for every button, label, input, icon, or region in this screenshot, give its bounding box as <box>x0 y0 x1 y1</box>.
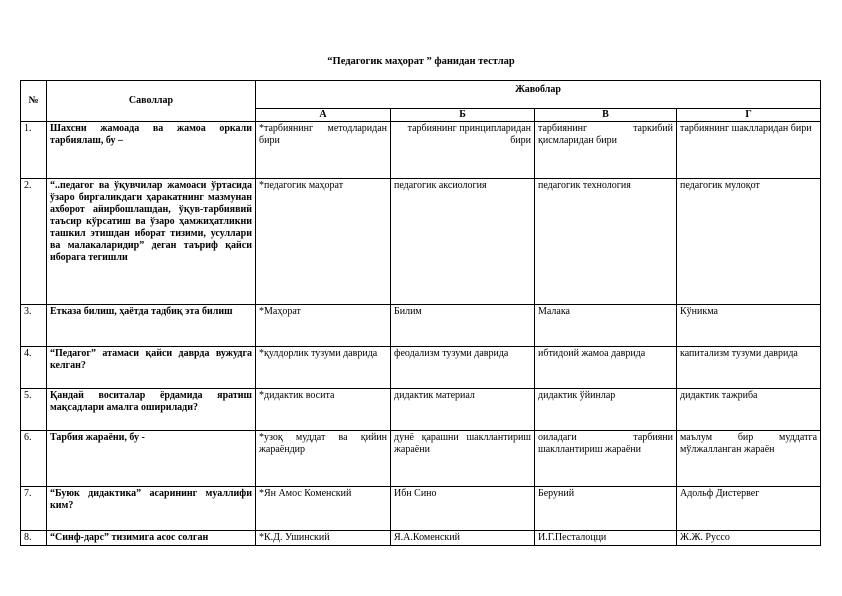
row-number: 7. <box>21 487 47 531</box>
answer-a: *К.Д. Ушинский <box>256 531 391 546</box>
answer-a: *педагогик маҳорат <box>256 179 391 305</box>
row-number: 8. <box>21 531 47 546</box>
table-row <box>21 305 821 347</box>
answer-a: *Маҳорат <box>256 305 391 347</box>
answer-v: тарбиянинг таркибий қисмларидан бири <box>535 122 677 179</box>
question-text: Қандай воситалар ёрдамида яратиш мақсадлари амалга оширилади? <box>47 389 256 431</box>
header-option-g: Г <box>677 109 821 122</box>
header-option-a: А <box>256 109 391 122</box>
question-text: “Педагог” атамаси қайси даврда вужудга келган? <box>47 347 256 389</box>
table-row <box>21 431 821 487</box>
header-option-b: Б <box>391 109 535 122</box>
answer-v: ибтидоий жамоа даврида <box>535 347 677 389</box>
answer-b: тарбиянинг принципларидан бири <box>391 122 535 179</box>
answer-b: дунё қарашни шакллантириш жараёни <box>391 431 535 487</box>
answer-b: Билим <box>391 305 535 347</box>
table-row <box>21 179 821 305</box>
table-row <box>21 122 821 179</box>
row-number: 5. <box>21 389 47 431</box>
answer-g: дидактик тажриба <box>677 389 821 431</box>
answer-v: оиладаги тарбияни шакллантириш жараёни <box>535 431 677 487</box>
table-row <box>21 389 821 431</box>
question-text: Тарбия жараёни, бу - <box>47 431 256 487</box>
answer-v: дидактик ўйинлар <box>535 389 677 431</box>
answer-a: *қулдорлик тузуми даврида <box>256 347 391 389</box>
page-title: “Педагогик маҳорат ” фанидан тестлар <box>327 56 515 67</box>
answer-v: И.Г.Песталоцци <box>535 531 677 546</box>
question-text: “Синф-дарс” тизимига асос солган <box>47 531 256 546</box>
table-row <box>21 347 821 389</box>
answer-g: Ж.Ж. Руссо <box>677 531 821 546</box>
answer-b: Я.А.Коменский <box>391 531 535 546</box>
test-table <box>20 80 821 546</box>
answer-g: Адольф Дистервег <box>677 487 821 531</box>
table-row <box>21 531 821 546</box>
row-number: 2. <box>21 179 47 305</box>
row-number: 1. <box>21 122 47 179</box>
answer-g: маълум бир муддатга мўлжалланган жараён <box>677 431 821 487</box>
question-text: Етказа билиш, ҳаётда тадбиқ эта билиш <box>47 305 256 347</box>
table-row <box>21 487 821 531</box>
question-text: Шахсни жамоада ва жамоа оркали тарбиялаш, бу – <box>47 122 256 179</box>
answer-a: *узоқ муддат ва қийин жараёндир <box>256 431 391 487</box>
row-number: 3. <box>21 305 47 347</box>
answer-a: *тарбиянинг методларидан бири <box>256 122 391 179</box>
header-number: № <box>21 81 47 122</box>
header-questions: Саволлар <box>47 81 256 122</box>
row-number: 6. <box>21 431 47 487</box>
answer-b: феодализм тузуми даврида <box>391 347 535 389</box>
answer-g: педагогик мулоқот <box>677 179 821 305</box>
row-number: 4. <box>21 347 47 389</box>
answer-g: Кўникма <box>677 305 821 347</box>
header-answers: Жавоблар <box>256 81 821 109</box>
question-text: “..педагог ва ўқувчилар жамоаси ўртасида ўзаро биргаликдаги ҳаракатнинг мазмунан ахборот айирбошлашдан, ўқув-тарбиявий таъсир кўрсатиш ва ўзаро ҳамжиҳатликни ташкил этишдан иборат тизими, усуллари ва малакаларидир” деган таъриф қайси иборага тегишли <box>47 179 256 305</box>
answer-v: педагогик технология <box>535 179 677 305</box>
answer-v: Малака <box>535 305 677 347</box>
header-option-v: В <box>535 109 677 122</box>
answer-a: *дидактик восита <box>256 389 391 431</box>
answer-b: дидактик материал <box>391 389 535 431</box>
answer-g: тарбиянинг шаклларидан бири <box>677 122 821 179</box>
answer-g: капитализм тузуми даврида <box>677 347 821 389</box>
answer-b: педагогик аксиология <box>391 179 535 305</box>
answer-a: *Ян Амос Коменский <box>256 487 391 531</box>
answer-b: Ибн Сино <box>391 487 535 531</box>
question-text: “Буюк дидактика” асарининг муаллифи ким? <box>47 487 256 531</box>
answer-v: Беруний <box>535 487 677 531</box>
